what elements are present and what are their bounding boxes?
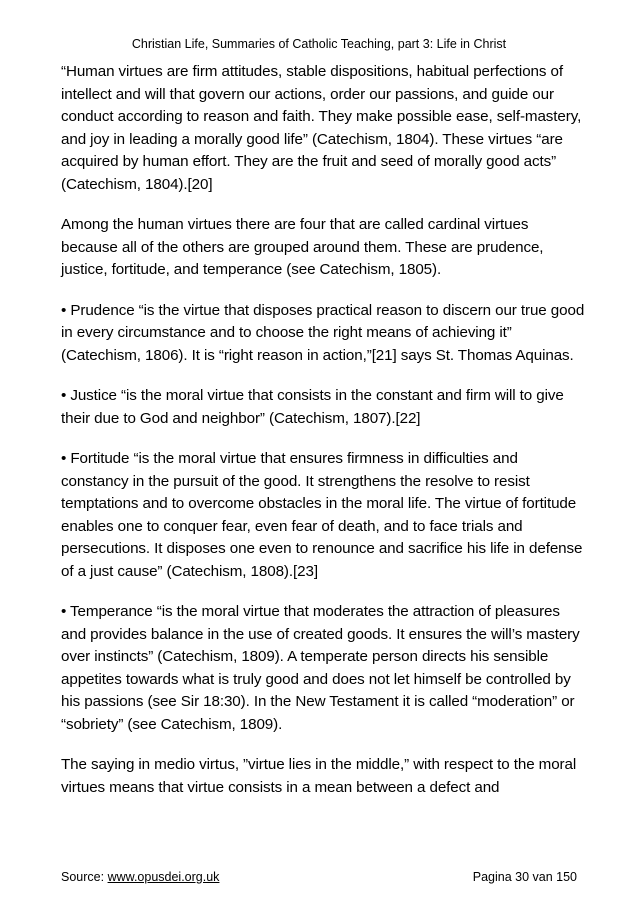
paragraph-fortitude: • Fortitude “is the moral virtue that ensures firmness in difficulties and constancy in the pursuit of the good. It strengthens the resolve to resist temptations and to overcome obstacles in the moral life. The virtue of fortitude enables one to conquer fear, even fear of death, and to face trials and persecutions. It disposes one even to renounce and sacrifice his life in defense of a just cause” (Catechism, 1808).[23] <box>61 450 583 580</box>
header-title: Christian Life, Summaries of Catholic Teaching, part 3: Life in Christ <box>131 37 507 51</box>
paragraph-prudence: • Prudence “is the virtue that disposes practical reason to discern our true good in every circumstance and to choose the right means of achieving it” (Catechism, 1806). It is “right reason in action,”[21] says St. Thomas Aquinas. <box>61 301 585 364</box>
footer-source <box>61 870 219 885</box>
paragraph-in-medio-virtus: The saying in medio virtus, ”virtue lies in the middle,” with respect to the moral virtues means that virtue consists in a mean between a defect and <box>61 756 577 796</box>
page-header <box>0 37 638 52</box>
page-footer <box>61 870 577 885</box>
paragraph-temperance: • Temperance “is the moral virtue that moderates the attraction of pleasures and provides balance in the use of created goods. It ensures the will’s mastery over instincts” (Catechism, 1809). A temperate person directs his sensible appetites towards what is truly good and does not let himself be controlled by his passions (see Sir 18:30). In the New Testament it is called “moderation” or “sobriety” (see Catechism, 1809). <box>61 603 580 733</box>
paragraph-justice: • Justice “is the moral virtue that consists in the constant and firm will to give their due to God and neighbor” (Catechism, 1807).[22] <box>61 387 564 427</box>
paragraph-cardinal-virtues: Among the human virtues there are four that are called cardinal virtues because all of the others are grouped around them. These are prudence, justice, fortitude, and temperance (see Catechism, 1805). <box>61 216 544 278</box>
page-body <box>61 61 588 817</box>
paragraph-human-virtues: “Human virtues are firm attitudes, stable dispositions, habitual perfections of intellect and will that govern our actions, order our passions, and guide our conduct according to reason and faith. They make possible ease, self-mastery, and joy in leading a morally good life” (Catechism, 1804). These virtues “are acquired by human effort. They are the fruit and seed of morally good acts” (Catechism, 1804).[20] <box>61 63 582 193</box>
footer-source-label: Source: <box>61 870 108 884</box>
page-number: Pagina 30 van 150 <box>472 870 577 884</box>
source-link[interactable]: www.opusdei.org.uk <box>107 870 220 884</box>
